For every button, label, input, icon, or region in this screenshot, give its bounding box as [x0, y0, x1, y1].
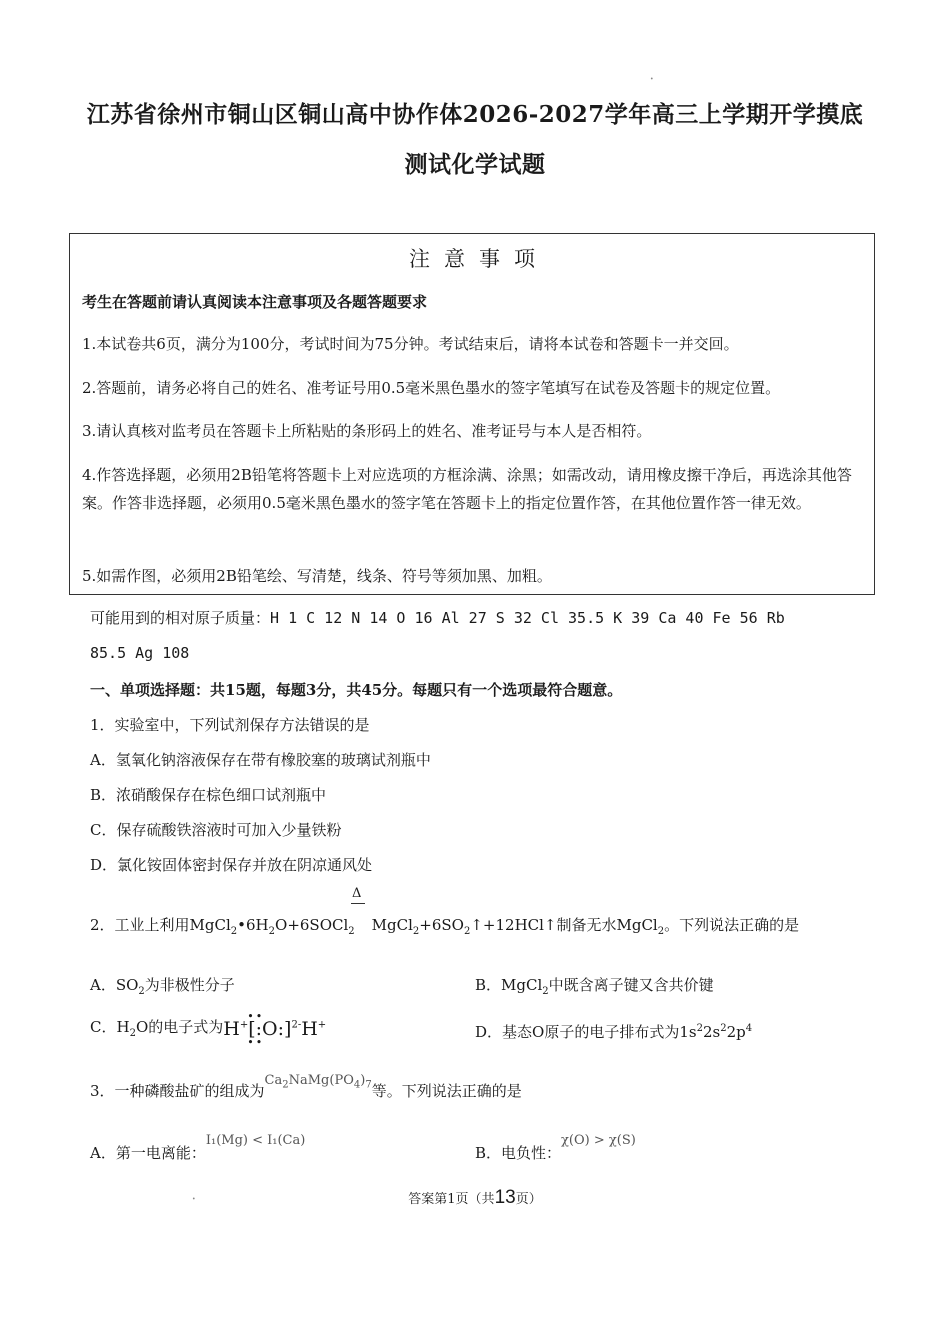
- question-3-option-a: A．第一电离能：I₁(Mg) < I₁(Ca): [90, 1133, 306, 1162]
- atomic-masses-line2: 85.5 Ag 108: [90, 644, 190, 662]
- notice-intro: 考生在答题前请认真阅读本注意事项及各题答题要求: [82, 293, 428, 311]
- question-1-stem: 1．实验室中，下列试剂保存方法错误的是: [90, 716, 370, 734]
- notice-item-1: 1.本试卷共6页，满分为100分，考试时间为75分钟。考试结束后，请将本试卷和答题卡一并交回。: [82, 335, 739, 353]
- notice-item-2: 2.答题前，请务必将自己的姓名、准考证号用0.5毫米黑色墨水的签字笔填写在试卷及答题卡的规定位置。: [82, 379, 781, 397]
- section-heading: 一、单项选择题：共15题，每题3分，共45分。每题只有一个选项最符合题意。: [90, 681, 623, 699]
- question-3-option-b: B．电负性：χ(O) > χ(S): [475, 1133, 636, 1162]
- page-title-line1: 江苏省徐州市铜山区铜山高中协作体2026-2027学年高三上学期开学摸底: [86, 101, 864, 128]
- scan-dot: •: [192, 1196, 196, 1203]
- question-2-option-b: B．MgCl$_2$中既含离子键又含共价键: [475, 976, 714, 997]
- question-2-stem: 2．工业上利用$MgCl_2•6H_2O+6SOCl_2$ $MgCl_2+6SO_2↑+12HCl↑$制备无水MgCl$_2$。下列说法正确的是: [90, 916, 800, 937]
- reaction-condition-bar: [351, 903, 365, 904]
- delta-symbol: Δ: [352, 886, 362, 901]
- lone-pair-top: ••: [247, 1010, 265, 1023]
- water-electron-formula: H+[:O:]$^{2-}$H+ •• ••: [223, 1010, 327, 1049]
- atomic-masses-line1: 可能用到的相对原子质量：H 1 C 12 N 14 O 16 Al 27 S 32 Cl 35.5 K 39 Ca 40 Fe 56 Rb: [90, 609, 785, 627]
- notice-heading: 注意事项: [409, 247, 549, 271]
- question-2-option-d: D．基态O原子的电子排布式为$1s^22s^22p^4$: [475, 1023, 753, 1041]
- question-1-option-b: B．浓硝酸保存在棕色细口试剂瓶中: [90, 786, 327, 804]
- scan-dot: •: [650, 76, 654, 83]
- lone-pair-bottom: ••: [247, 1036, 265, 1049]
- phosphate-formula: $Ca_2NaMg(PO_4)_7$: [264, 1073, 372, 1091]
- notice-item-4: 4.作答选择题，必须用2B铅笔将答题卡上对应选项的方框涂满、涂黑；如需改动，请用橡皮擦干净后，再选涂其他答案。作答非选择题，必须用0.5毫米黑色墨水的签字笔在答题卡上的指定位置作答，在其他位置作答一律无效。: [82, 466, 852, 512]
- notice-box: [69, 233, 875, 595]
- page-title-line2: 测试化学试题: [404, 151, 546, 178]
- question-1-option-d: D．氯化铵固体密封保存并放在阴凉通风处: [90, 856, 373, 874]
- question-1-option-a: A．氢氧化钠溶液保存在带有橡胶塞的玻璃试剂瓶中: [90, 751, 431, 769]
- notice-item-3: 3.请认真核对监考员在答题卡上所粘贴的条形码上的姓名、准考证号与本人是否相符。: [82, 422, 652, 440]
- notice-item-5: 5.如需作图，必须用2B铅笔绘、写清楚，线条、符号等须加黑、加粗。: [82, 567, 552, 585]
- question-3-stem: 3．一种磷酸盐矿的组成为$Ca_2NaMg(PO_4)_7$等。下列说法正确的是: [90, 1073, 522, 1100]
- question-2-option-c: C．$H_2O$的电子式为H+[:O:]$^{2-}$H+ •• ••: [90, 1010, 327, 1049]
- question-1-option-c: C．保存硫酸铁溶液时可加入少量铁粉: [90, 821, 342, 839]
- page-footer: 答案第1页（共13页）: [408, 1187, 542, 1208]
- question-2-option-a: A．$SO_2$为非极性分子: [90, 976, 235, 997]
